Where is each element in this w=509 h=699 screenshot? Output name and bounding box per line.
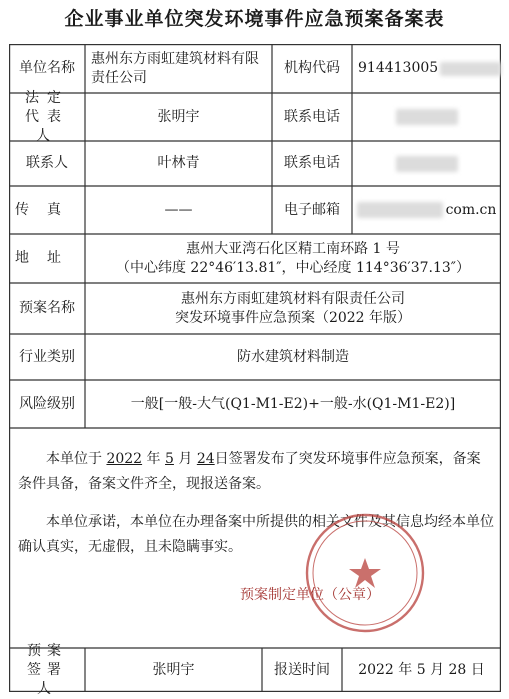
industry-label: 行业类别 <box>19 348 75 365</box>
email-suffix: com.cn <box>445 201 497 218</box>
statement-text: 本单位于 <box>46 451 102 467</box>
statement-text: 年 <box>146 451 161 467</box>
redacted-mark <box>396 156 458 172</box>
redacted-mark <box>357 202 443 218</box>
seal-caption: 预案制定单位（公章） <box>240 587 380 603</box>
unit-name-label: 单位名称 <box>19 60 75 76</box>
address-value <box>85 234 501 283</box>
address-line2: （中心纬度 22°46′13.81″，中心经度 114°36′37.13″） <box>115 259 471 276</box>
sign-month: 5 <box>165 451 174 467</box>
phone-label-2: 联系电话 <box>284 155 340 171</box>
redacted-mark <box>440 62 501 76</box>
org-code-label: 机构代码 <box>284 60 340 76</box>
statement-text: 月 <box>178 451 193 467</box>
plan-name-value <box>85 283 501 334</box>
signer-value: 张明宇 <box>152 661 195 678</box>
phone-value-2 <box>352 141 501 186</box>
legal-rep-label: 法定代表人 <box>25 89 69 144</box>
legal-rep-value: 张明宇 <box>157 108 200 125</box>
plan-name-line1: 惠州东方雨虹建筑材料有限责任公司 <box>181 290 405 307</box>
statement-paragraph-2: 本单位承诺，本单位在办理备案中所提供的相关文件及其信息均经本单位确认真实，无虚假，且未隐瞒事实。 <box>18 514 494 555</box>
plan-name-label: 预案名称 <box>19 300 75 316</box>
plan-name-line2: 突发环境事件应急预案（2022 年版） <box>174 309 412 326</box>
email-label: 电子邮箱 <box>284 201 340 218</box>
fax-label: 传真 <box>15 201 79 218</box>
redacted-mark <box>396 109 458 125</box>
phone-value-1 <box>352 93 501 141</box>
fax-value: —— <box>164 201 193 218</box>
statement-paragraph-1 <box>18 447 494 497</box>
address-label: 地址 <box>15 250 79 266</box>
contact-label: 联系人 <box>26 155 68 171</box>
unit-name-value: 惠州东方雨虹建筑材料有限责任公司 <box>91 50 259 86</box>
sign-day: 24 <box>196 451 215 467</box>
form-title: 企业事业单位突发环境事件应急预案备案表 <box>64 8 445 30</box>
official-seal-icon <box>300 508 430 638</box>
contact-value: 叶林青 <box>157 155 200 171</box>
address-line1: 惠州大亚湾石化区精工南环路 1 号 <box>186 240 400 257</box>
email-cell <box>352 186 501 234</box>
industry-value: 防水建筑材料制造 <box>237 348 349 365</box>
phone-label-1: 联系电话 <box>284 108 340 125</box>
submit-time-value: 2022 年 5 月 28 日 <box>358 661 485 678</box>
signer-label: 预案签署人 <box>27 642 67 697</box>
risk-level-value: 一般[一般-大气(Q1-M1-E2)+一般-水(Q1-M1-E2)] <box>130 395 456 412</box>
submit-time-label: 报送时间 <box>274 661 330 678</box>
org-code-value: 914413005 <box>358 60 439 76</box>
sign-year: 2022 <box>106 451 143 467</box>
statement-text: 日签署发布了突发环境事件应急预案，备案条件具备，备案文件齐全，现报送备案。 <box>18 451 481 492</box>
risk-level-label: 风险级别 <box>19 395 75 412</box>
org-code-cell <box>352 44 501 93</box>
